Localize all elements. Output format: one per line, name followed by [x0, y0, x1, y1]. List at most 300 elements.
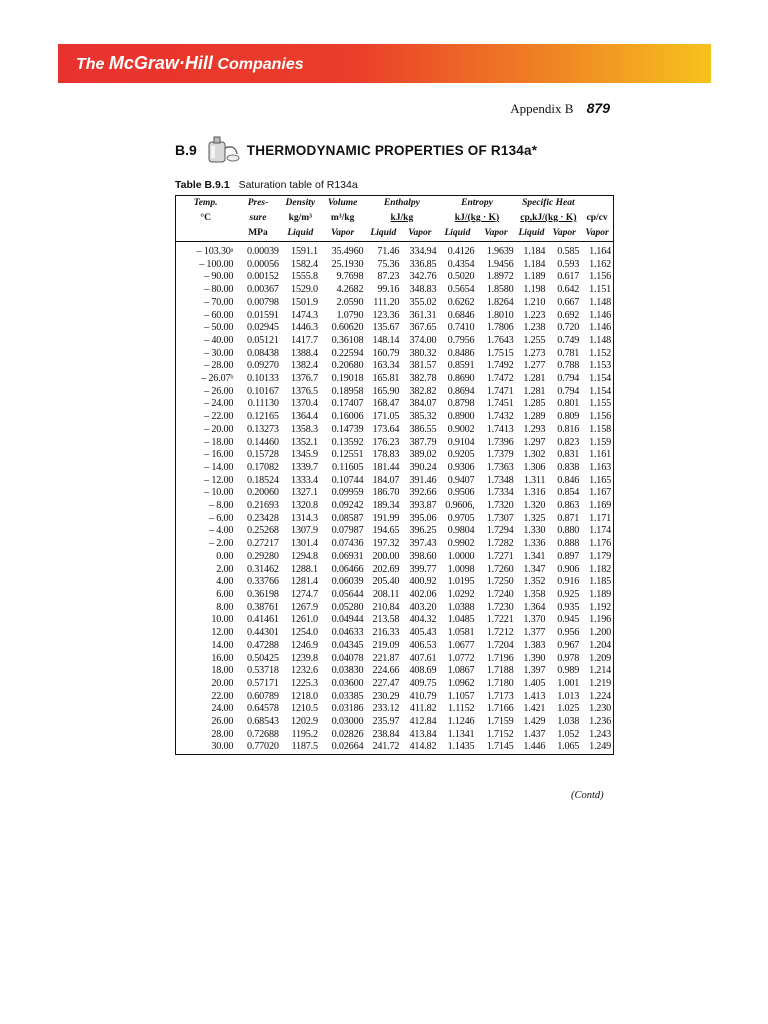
header-entropy-unit: kJ/(kg · K) — [454, 213, 500, 223]
table-cell: 1.001 — [557, 677, 580, 689]
table-cell: 1.0581 — [447, 627, 475, 639]
header-enthalpy: Enthalpy — [383, 198, 420, 208]
table-cell: 1370.4 — [291, 398, 318, 410]
table-cell: 1210.5 — [291, 703, 318, 715]
logo-companies: Companies — [217, 56, 304, 73]
table-cell: 1.192 — [589, 601, 611, 613]
header-temp-blank — [176, 226, 235, 242]
table-cell: 200.00 — [372, 550, 400, 562]
table-cell: 0.749 — [557, 334, 580, 346]
table-row — [176, 525, 613, 538]
table-cell: 1555.8 — [291, 271, 318, 283]
table-cell: 0.8694 — [447, 385, 475, 397]
table-cell: 1.1435 — [447, 741, 475, 753]
table-cell: 111.20 — [373, 296, 400, 308]
table-cell: 1388.4 — [291, 347, 318, 359]
table-cell: 0.809 — [557, 411, 580, 423]
table-cell: 0.08438 — [247, 347, 279, 359]
table-cell: 1.184 — [523, 246, 546, 257]
table-cell: 1.1246 — [447, 716, 475, 728]
table-row — [176, 691, 613, 704]
table-cell: 173.64 — [372, 423, 400, 435]
header-volume: Volume — [327, 198, 358, 208]
table-cell: 0.6846 — [447, 309, 475, 321]
table-cell: 1.0195 — [447, 576, 475, 588]
table-cell: 398.60 — [409, 550, 437, 562]
table-cell: 0.31462 — [247, 563, 279, 575]
table-cell: 0.956 — [557, 627, 580, 639]
continued-note: (Contd) — [571, 790, 604, 801]
table-cell: 0.04345 — [331, 639, 364, 651]
table-cell: 1.7515 — [486, 347, 514, 359]
table-cell: 0.871 — [557, 512, 580, 524]
table-cell: 238.84 — [372, 728, 400, 740]
table-cell: 0.03000 — [331, 716, 364, 728]
table-cell: 406.53 — [409, 639, 437, 651]
table-cell: 1.158 — [589, 423, 611, 435]
table-cell: 1.1057 — [447, 690, 475, 702]
table-cell: 1187.5 — [291, 741, 318, 753]
table-cell: 1.165 — [589, 474, 611, 486]
table-cell: 235.97 — [372, 716, 400, 728]
table-cell: 1.209 — [589, 652, 611, 664]
table-cell: – 16.00 — [204, 449, 234, 461]
table-cell: – 103.30ᵃ — [196, 246, 234, 257]
table-cell: 0.60620 — [331, 322, 364, 334]
table-cell: 0.20060 — [247, 487, 279, 499]
table-row — [176, 360, 613, 373]
table-cell: 1.152 — [589, 347, 611, 359]
table-cell: 1.189 — [523, 271, 546, 283]
table-cell: 1591.1 — [291, 246, 318, 257]
table-cell: 399.77 — [409, 563, 437, 575]
table-cell: 0.10744 — [331, 474, 364, 486]
header-entropy-vapor: Vapor — [476, 226, 515, 242]
table-row — [176, 310, 613, 323]
table-cell: 0.11605 — [332, 461, 364, 473]
table-cell: 0.823 — [557, 436, 580, 448]
logo-the: The — [76, 56, 105, 73]
table-cell: 1.196 — [589, 614, 611, 626]
table-cell: 1.0292 — [447, 588, 475, 600]
table-cell: 1.383 — [523, 639, 546, 651]
table-cell: 0.794 — [557, 385, 580, 397]
table-cell: 1.297 — [523, 436, 546, 448]
table-row — [176, 475, 613, 488]
table-cell: 1195.2 — [291, 728, 318, 740]
page-number: 879 — [586, 100, 610, 116]
table-row — [176, 386, 613, 399]
table-cell: 0.989 — [557, 665, 580, 677]
section-heading — [175, 132, 537, 168]
table-cell: – 2.00 — [208, 538, 234, 550]
table-cell: 1.7152 — [486, 728, 514, 740]
table-cell: 184.07 — [372, 474, 400, 486]
table-cell: 1327.1 — [291, 487, 318, 499]
table-cell: 1.7451 — [486, 398, 514, 410]
table-cell: 241.72 — [372, 741, 400, 753]
table-cell: 181.44 — [372, 461, 400, 473]
table-cell: 0.22594 — [331, 347, 364, 359]
table-cell: 0.8591 — [447, 360, 475, 372]
table-cell: 171.05 — [372, 411, 400, 423]
table-cell: 1.159 — [589, 436, 611, 448]
table-cell: 0.03186 — [331, 703, 364, 715]
table-cell: 1.7472 — [486, 373, 514, 385]
table-cell: 1.204 — [589, 639, 611, 651]
table-cell: 1.7196 — [486, 652, 514, 664]
table-cell: 1.7379 — [486, 449, 514, 461]
table-cell: 205.40 — [372, 576, 400, 588]
header-ratio: cp/cv — [586, 213, 608, 223]
table-cell: 25.1930 — [331, 258, 364, 270]
table-cell: 219.09 — [372, 639, 400, 651]
table-cell: 0.77020 — [247, 741, 279, 753]
table-cell: 0.978 — [557, 652, 580, 664]
table-cell: 1.223 — [523, 309, 546, 321]
table-cell: 1.164 — [589, 246, 611, 257]
table-cell: 0.00039 — [247, 246, 279, 257]
table-cell: 0.57171 — [247, 677, 279, 689]
header-cp-liquid: Liquid — [516, 226, 548, 242]
table-cell: 396.25 — [409, 525, 437, 537]
table-cell: 0.617 — [557, 271, 580, 283]
table-cell: 1.7348 — [486, 474, 514, 486]
table-row — [176, 271, 613, 284]
table-cell: 1.8972 — [486, 271, 514, 283]
table-cell: 0.03830 — [331, 665, 364, 677]
table-cell: 0.667 — [557, 296, 580, 308]
table-cell: 1352.1 — [291, 436, 318, 448]
table-cell: 1.7806 — [486, 322, 514, 334]
header-density-sub: Liquid — [281, 226, 320, 242]
table-row — [176, 424, 613, 437]
table-cell: 1.156 — [589, 271, 611, 283]
publisher-banner — [58, 44, 711, 83]
table-cell: 1.153 — [589, 360, 611, 372]
table-cell: 1.289 — [523, 411, 546, 423]
table-cell: 1.325 — [523, 512, 546, 524]
table-cell: 1.7230 — [486, 601, 514, 613]
table-cell: 0.09242 — [331, 500, 364, 512]
table-cell: 1281.4 — [291, 576, 318, 588]
table-cell: – 14.00 — [204, 461, 234, 473]
header-volume-unit: m³/kg — [330, 213, 355, 223]
table-cell: 1261.0 — [291, 614, 318, 626]
table-cell: 1333.4 — [291, 474, 318, 486]
table-cell: 1.7240 — [486, 588, 514, 600]
table-cell: 1.311 — [523, 474, 546, 486]
table-cell: 393.87 — [409, 500, 437, 512]
table-cell: 1.0772 — [447, 652, 475, 664]
table-cell: 148.14 — [372, 334, 400, 346]
header-specific-heat-unit: cp,kJ/(kg · K) — [520, 213, 577, 223]
table-cell: 1.182 — [589, 563, 611, 575]
table-cell: 75.36 — [377, 258, 400, 270]
table-cell: 0.72688 — [247, 728, 279, 740]
table-cell: 1446.3 — [291, 322, 318, 334]
table-cell: 0.38761 — [247, 601, 279, 613]
table-cell: 0.897 — [557, 550, 580, 562]
table-row — [176, 449, 613, 462]
table-row — [176, 665, 613, 678]
table-cell: 1.336 — [523, 538, 546, 550]
table-cell: 0.935 — [557, 601, 580, 613]
table-row — [176, 242, 613, 259]
table-cell: 1.7204 — [486, 639, 514, 651]
table-cell: 0.831 — [557, 449, 580, 461]
table-cell: 1376.7 — [291, 373, 318, 385]
table-cell: 1288.1 — [291, 563, 318, 575]
table-cell: 387.79 — [409, 436, 437, 448]
table-cell: 22.00 — [211, 690, 234, 702]
header-pressure: Pres- — [247, 198, 269, 208]
table-cell: 160.79 — [372, 347, 400, 359]
table-cell: 0.585 — [557, 246, 580, 257]
table-cell: 2.00 — [216, 563, 234, 575]
table-cell: 1.154 — [589, 385, 611, 397]
table-cell: 8.00 — [216, 601, 234, 613]
table-row — [176, 576, 613, 589]
table-row — [176, 513, 613, 526]
table-cell: 24.00 — [211, 703, 234, 715]
table-cell: 210.84 — [372, 601, 400, 613]
table-cell: 0.888 — [557, 538, 580, 550]
table-cell: 1.0098 — [447, 563, 475, 575]
table-row — [176, 538, 613, 551]
table-cell: – 12.00 — [204, 474, 234, 486]
table-cell: 1320.8 — [291, 500, 318, 512]
table-cell: 176.23 — [372, 436, 400, 448]
running-header — [510, 100, 610, 117]
table-cell: 0.02664 — [331, 741, 364, 753]
table-row — [176, 589, 613, 602]
table-cell: 411.82 — [409, 703, 437, 715]
table-cell: 0.06931 — [331, 550, 364, 562]
table-cell: 0.9506 — [447, 487, 475, 499]
table-cell: 0.7410 — [447, 322, 475, 334]
table-cell: 1.358 — [523, 588, 546, 600]
table-caption-label: Table B.9.1 — [175, 179, 230, 191]
table-cell: 403.20 — [409, 601, 437, 613]
table-cell: 342.76 — [409, 271, 437, 283]
header-cp-vapor: Vapor — [547, 226, 581, 242]
table-cell: 1.7413 — [486, 423, 514, 435]
table-cell: 0.8690 — [447, 373, 475, 385]
table-cell: 0.788 — [557, 360, 580, 372]
table-cell: 386.55 — [409, 423, 437, 435]
table-cell: 0.05121 — [247, 334, 279, 346]
header-specific-heat: Specific Heat — [522, 198, 575, 208]
table-row — [176, 259, 613, 272]
table-cell: 1.7250 — [486, 576, 514, 588]
table-cell: 1339.7 — [291, 461, 318, 473]
table-cell: 392.66 — [409, 487, 437, 499]
table-cell: 0.04078 — [331, 652, 364, 664]
table-cell: 1.065 — [557, 741, 580, 753]
table-row — [176, 348, 613, 361]
table-cell: 1582.4 — [291, 258, 318, 270]
table-cell: 0.36198 — [247, 588, 279, 600]
table-cell: 1.148 — [589, 296, 611, 308]
table-cell: – 40.00 — [204, 334, 234, 346]
table-row — [176, 678, 613, 691]
table-cell: 1345.9 — [291, 449, 318, 461]
table-cell: 1.7212 — [486, 627, 514, 639]
table-cell: 1.7173 — [486, 690, 514, 702]
table-cell: 135.67 — [372, 322, 400, 334]
table-cell: 1.0867 — [447, 665, 475, 677]
table-cell: 6.00 — [216, 588, 234, 600]
logo-brand: McGraw·Hill — [108, 53, 213, 73]
table-cell: 1314.3 — [291, 512, 318, 524]
table-cell: 1529.0 — [291, 284, 318, 296]
table-cell: 0.50425 — [247, 652, 279, 664]
table-cell: 1501.9 — [291, 296, 318, 308]
table-cell: 1.273 — [523, 347, 546, 359]
table-cell: 9.7698 — [336, 271, 364, 283]
table-cell: 0.14460 — [247, 436, 279, 448]
table-row — [176, 487, 613, 500]
header-density-unit: kg/m³ — [288, 213, 313, 223]
table-cell: 1.013 — [557, 690, 580, 702]
table-cell: 0.838 — [557, 461, 580, 473]
table-cell: 334.94 — [409, 246, 437, 257]
table-cell: 10.00 — [211, 614, 234, 626]
table-cell: 163.34 — [372, 360, 400, 372]
table-cell: – 30.00 — [204, 347, 234, 359]
table-cell: 0.10167 — [247, 385, 279, 397]
table-cell: 1.154 — [589, 373, 611, 385]
table-cell: 1.330 — [523, 525, 546, 537]
table-cell: 28.00 — [211, 728, 234, 740]
table-cell: 0.60789 — [247, 690, 279, 702]
table-cell: 0.41461 — [247, 614, 279, 626]
table-cell: 0.692 — [557, 309, 580, 321]
table-cell: 1382.4 — [291, 360, 318, 372]
table-cell: 1.184 — [523, 258, 546, 270]
table-cell: 1.025 — [557, 703, 580, 715]
table-row — [176, 284, 613, 297]
table-cell: 0.720 — [557, 322, 580, 334]
table-cell: 165.90 — [372, 385, 400, 397]
table-cell: 1.0790 — [336, 309, 364, 321]
table-cell: 1.151 — [589, 284, 611, 296]
table-cell: 380.32 — [409, 347, 437, 359]
table-cell: 1.7363 — [486, 461, 514, 473]
table-cell: 1.405 — [523, 677, 546, 689]
table-cell: 1.421 — [523, 703, 546, 715]
table-cell: 1.038 — [557, 716, 580, 728]
table-cell: 1.7260 — [486, 563, 514, 575]
table-cell: 0.906 — [557, 563, 580, 575]
table-cell: 1.7145 — [486, 741, 514, 753]
table-cell: – 18.00 — [204, 436, 234, 448]
table-row — [176, 373, 613, 386]
table-cell: 0.593 — [557, 258, 580, 270]
table-cell: 1.185 — [589, 576, 611, 588]
table-cell: 0.925 — [557, 588, 580, 600]
table-cell: 0.781 — [557, 347, 580, 359]
header-entropy-liquid: Liquid — [438, 226, 476, 242]
table-cell: 1.243 — [589, 728, 611, 740]
table-cell: – 24.00 — [204, 398, 234, 410]
table-cell: 382.82 — [409, 385, 437, 397]
table-cell: 0.642 — [557, 284, 580, 296]
table-cell: 1.277 — [523, 360, 546, 372]
table-cell: 1.198 — [523, 284, 546, 296]
table-cell: 389.02 — [409, 449, 437, 461]
table-cell: 1267.9 — [291, 601, 318, 613]
table-cell: 1.167 — [589, 487, 611, 499]
table-row — [176, 297, 613, 310]
table-cell: 1.7294 — [486, 525, 514, 537]
table-cell: 0.44301 — [247, 627, 279, 639]
table-cell: 361.31 — [409, 309, 437, 321]
table-cell: 1.7307 — [486, 512, 514, 524]
table-cell: 0.9705 — [447, 512, 475, 524]
header-enthalpy-vapor: Vapor — [401, 226, 438, 242]
table-cell: 1225.3 — [291, 677, 318, 689]
table-cell: 1.0485 — [447, 614, 475, 626]
table-cell: 1.7188 — [486, 665, 514, 677]
table-cell: 0.863 — [557, 500, 580, 512]
table-cell: 1.8264 — [486, 296, 514, 308]
table-cell: 1.7159 — [486, 716, 514, 728]
table-cell: 400.92 — [409, 576, 437, 588]
table-cell: – 90.00 — [204, 271, 234, 283]
table-cell: 208.11 — [372, 588, 400, 600]
table-cell: 405.43 — [409, 627, 437, 639]
table-cell: 87.23 — [377, 271, 400, 283]
table-cell: 0.5020 — [447, 271, 475, 283]
table-cell: 1.370 — [523, 614, 546, 626]
table-cell: 385.32 — [409, 411, 437, 423]
table-cell: 0.854 — [557, 487, 580, 499]
table-cell: 1.189 — [589, 588, 611, 600]
table-cell: 336.85 — [409, 258, 437, 270]
table-cell: 0.01591 — [247, 309, 279, 321]
table-cell: – 50.00 — [204, 322, 234, 334]
table-cell: 0.816 — [557, 423, 580, 435]
table-cell: 0.07436 — [331, 538, 364, 550]
table-cell: 0.880 — [557, 525, 580, 537]
table-cell: 412.84 — [409, 716, 437, 728]
table-cell: 1.174 — [589, 525, 611, 537]
table-cell: 1.7334 — [486, 487, 514, 499]
table-cell: 1301.4 — [291, 538, 318, 550]
table-cell: 1232.6 — [291, 665, 318, 677]
table-cell: 0.64578 — [247, 703, 279, 715]
table-cell: – 80.00 — [204, 284, 234, 296]
header-temp: Temp. — [193, 198, 218, 208]
table-cell: – 60.00 — [204, 309, 234, 321]
table-cell: – 8.00 — [208, 500, 234, 512]
table-cell: 0.801 — [557, 398, 580, 410]
table-cell: 1.9639 — [486, 246, 514, 257]
table-cell: 0.07987 — [331, 525, 364, 537]
table-row — [176, 437, 613, 450]
table-row — [176, 729, 613, 742]
appendix-label: Appendix B — [510, 101, 574, 116]
table-caption-text: Saturation table of R134a — [238, 179, 358, 191]
table-cell: 0.20680 — [331, 360, 364, 372]
table-cell: 407.61 — [409, 652, 437, 664]
table-cell: 381.57 — [409, 360, 437, 372]
table-row — [176, 614, 613, 627]
table-cell: 1.320 — [523, 500, 546, 512]
table-cell: 1.155 — [589, 398, 611, 410]
